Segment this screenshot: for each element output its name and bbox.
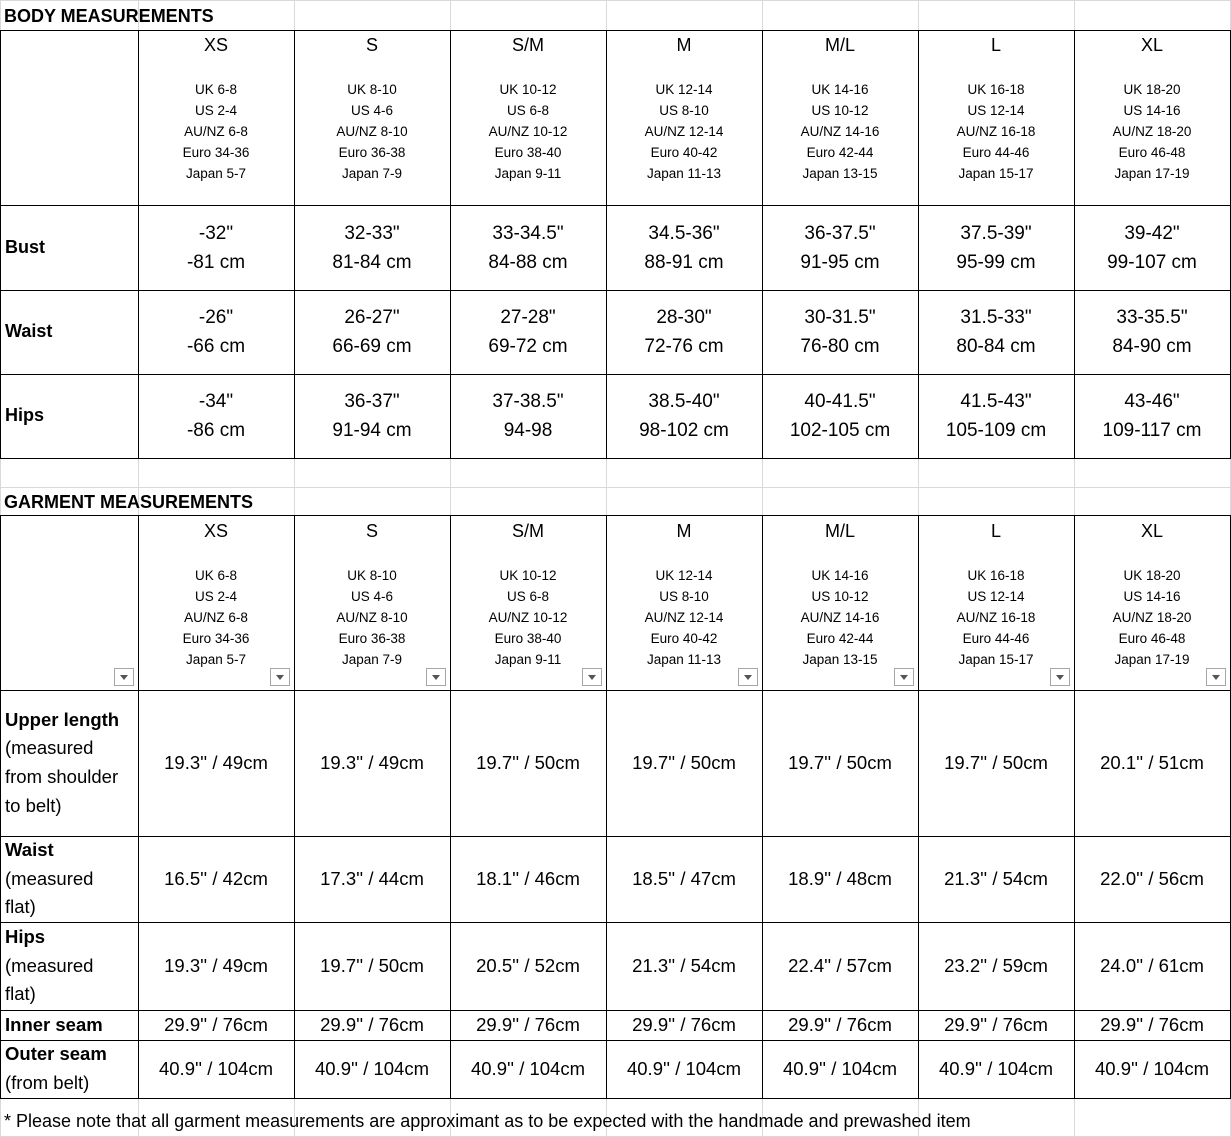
garment-measurement-cell: 20.5'' / 52cm [476, 955, 580, 976]
garment-measurement-cell: 19.7'' / 50cm [788, 752, 892, 773]
garment-measurement-cell: 40.9'' / 104cm [938, 1058, 1054, 1079]
table-border-h [0, 374, 1231, 375]
size-header: L [990, 35, 1001, 55]
table-border-h [0, 515, 1231, 516]
size-header: M/L [824, 35, 855, 55]
body-measurement-cell: 34.5-36" 88-91 cm [644, 222, 724, 273]
size-conversion: UK 8-10 US 4-6 AU/NZ 8-10 Euro 36-38 Japan 7-9 [336, 568, 408, 667]
body-measurement-cell: 36-37.5" 91-95 cm [800, 222, 880, 273]
garment-measurement-cell: 23.2'' / 59cm [944, 955, 1048, 976]
body-measurement-cell: 36-37" 91-94 cm [332, 391, 412, 441]
body-measurement-cell: 38.5-40" 98-102 cm [639, 391, 729, 441]
size-header: XL [1140, 521, 1164, 541]
garment-row-label [0, 836, 93, 922]
size-conversion: UK 18-20 US 14-16 AU/NZ 18-20 Euro 46-48 Japan 17-19 [1112, 82, 1192, 181]
garment-row-title: Upper length [5, 708, 120, 730]
garment-measurement-cell: 29.9'' / 76cm [164, 1014, 268, 1035]
garment-measurement-cell: 19.7'' / 50cm [476, 752, 580, 773]
dropdown-arrow-icon[interactable] [114, 668, 134, 686]
dropdown-arrow-icon[interactable] [426, 668, 446, 686]
garment-measurement-cell: 19.3'' / 49cm [164, 955, 268, 976]
garment-section-title: GARMENT MEASUREMENTS [4, 492, 254, 512]
garment-row-sublabel: (measured flat) [5, 954, 94, 1005]
garment-measurement-cell: 20.1'' / 51cm [1100, 752, 1204, 773]
garment-measurement-cell: 29.9'' / 76cm [320, 1014, 424, 1035]
garment-measurement-cell: 40.9'' / 104cm [626, 1058, 742, 1079]
body-measurement-cell: 41.5-43" 105-109 cm [945, 391, 1047, 441]
body-measurement-cell: 40-41.5" 102-105 cm [789, 391, 891, 441]
size-header: M/L [824, 521, 855, 541]
size-conversion: UK 12-14 US 8-10 AU/NZ 12-14 Euro 40-42 Japan 11-13 [644, 82, 724, 181]
garment-measurement-cell: 17.3'' / 44cm [320, 868, 424, 889]
garment-row-title: Inner seam [5, 1013, 103, 1035]
gridline-h [0, 0, 1231, 1]
table-border-h [0, 922, 1231, 923]
garment-row-label [0, 1040, 107, 1097]
size-conversion: UK 16-18 US 12-14 AU/NZ 16-18 Euro 44-46 Japan 15-17 [956, 568, 1036, 667]
dropdown-arrow-icon[interactable] [270, 668, 290, 686]
body-measurement-cell: 39-42" 99-107 cm [1107, 222, 1197, 273]
garment-measurement-cell: 19.3'' / 49cm [164, 752, 268, 773]
garment-measurement-cell: 40.9'' / 104cm [158, 1058, 274, 1079]
garment-measurement-cell: 22.4'' / 57cm [788, 955, 892, 976]
size-header: XL [1140, 35, 1164, 55]
size-header: XS [203, 35, 228, 55]
gridline-h [0, 487, 1231, 488]
size-header: S/M [511, 521, 544, 541]
garment-measurement-cell: 18.9'' / 48cm [788, 868, 892, 889]
body-row-label: Hips [5, 405, 45, 425]
garment-measurement-cell: 19.7'' / 50cm [320, 955, 424, 976]
body-measurement-cell: -26" -66 cm [186, 307, 246, 357]
table-border-h [0, 836, 1231, 837]
size-conversion: UK 14-16 US 10-12 AU/NZ 14-16 Euro 42-44 Japan 13-15 [800, 568, 880, 667]
garment-measurement-cell: 19.7'' / 50cm [632, 752, 736, 773]
size-conversion: UK 18-20 US 14-16 AU/NZ 18-20 Euro 46-48 Japan 17-19 [1112, 568, 1192, 667]
garment-measurement-cell: 24.0'' / 61cm [1100, 955, 1204, 976]
size-conversion: UK 16-18 US 12-14 AU/NZ 16-18 Euro 44-46 Japan 15-17 [956, 82, 1036, 181]
table-border-h [0, 205, 1231, 206]
size-header: S [365, 521, 378, 541]
body-row-label: Bust [5, 236, 45, 257]
garment-row-title: Hips [5, 925, 46, 947]
body-measurement-cell: -34" -86 cm [186, 391, 246, 441]
size-conversion: UK 6-8 US 2-4 AU/NZ 6-8 Euro 34-36 Japan 5-7 [182, 568, 250, 667]
size-conversion: UK 8-10 US 4-6 AU/NZ 8-10 Euro 36-38 Japan 7-9 [336, 82, 408, 181]
garment-measurement-cell: 29.9'' / 76cm [1100, 1014, 1204, 1035]
garment-measurement-cell: 29.9'' / 76cm [944, 1014, 1048, 1035]
table-border-h [0, 1040, 1231, 1041]
garment-row-label [0, 706, 119, 821]
size-conversion: UK 12-14 US 8-10 AU/NZ 12-14 Euro 40-42 Japan 11-13 [644, 568, 724, 667]
table-border-h [0, 1010, 1231, 1011]
garment-measurement-cell: 40.9'' / 104cm [782, 1058, 898, 1079]
body-row-label: Waist [5, 321, 53, 341]
garment-row-sublabel: (measured from shoulder to belt) [5, 737, 119, 816]
table-border-h [0, 30, 1231, 31]
body-section-title: BODY MEASUREMENTS [4, 6, 214, 26]
body-measurement-cell: 37.5-39" 95-99 cm [956, 222, 1036, 273]
garment-measurement-cell: 29.9'' / 76cm [788, 1014, 892, 1035]
body-measurement-cell: 43-46" 109-117 cm [1102, 391, 1202, 441]
body-measurement-cell: 33-34.5" 84-88 cm [488, 222, 568, 273]
size-conversion: UK 6-8 US 2-4 AU/NZ 6-8 Euro 34-36 Japan 5-7 [182, 82, 250, 181]
dropdown-arrow-icon[interactable] [1050, 668, 1070, 686]
body-measurement-cell: 30-31.5" 76-80 cm [800, 307, 880, 357]
table-border-h [0, 290, 1231, 291]
garment-row-label [0, 1011, 103, 1040]
garment-measurement-cell: 40.9'' / 104cm [314, 1058, 430, 1079]
size-header: S [365, 35, 378, 55]
garment-measurement-cell: 18.1'' / 46cm [476, 868, 580, 889]
size-header: M [676, 521, 692, 541]
size-header: M [676, 35, 692, 55]
size-conversion: UK 14-16 US 10-12 AU/NZ 14-16 Euro 42-44 Japan 13-15 [800, 82, 880, 181]
table-border-h [0, 458, 1231, 459]
garment-measurement-cell: 18.5'' / 47cm [632, 868, 736, 889]
garment-measurement-cell: 16.5'' / 42cm [164, 868, 268, 889]
body-measurement-cell: 33-35.5" 84-90 cm [1112, 307, 1192, 357]
size-conversion: UK 10-12 US 6-8 AU/NZ 10-12 Euro 38-40 Japan 9-11 [488, 82, 568, 181]
garment-measurement-cell: 19.3'' / 49cm [320, 752, 424, 773]
garment-measurement-cell: 21.3'' / 54cm [944, 868, 1048, 889]
garment-measurement-cell: 40.9'' / 104cm [1094, 1058, 1210, 1079]
dropdown-arrow-icon[interactable] [582, 668, 602, 686]
body-measurement-cell: -32" -81 cm [186, 222, 246, 273]
dropdown-arrow-icon[interactable] [894, 668, 914, 686]
garment-row-sublabel: (from belt) [5, 1072, 90, 1093]
body-measurement-cell: 32-33" 81-84 cm [332, 222, 412, 273]
footnote: * Please note that all garment measurements are approximant as to be expected with the handmade and prewashed item [4, 1111, 971, 1131]
body-measurement-cell: 37-38.5" 94-98 [492, 391, 564, 441]
dropdown-arrow-icon[interactable] [738, 668, 758, 686]
garment-row-label [0, 923, 93, 1009]
garment-measurement-cell: 19.7'' / 50cm [944, 752, 1048, 773]
garment-measurement-cell: 21.3'' / 54cm [632, 955, 736, 976]
garment-row-title: Waist [5, 838, 54, 860]
size-header: L [990, 521, 1001, 541]
size-conversion: UK 10-12 US 6-8 AU/NZ 10-12 Euro 38-40 Japan 9-11 [488, 568, 568, 667]
body-measurement-cell: 27-28" 69-72 cm [488, 307, 568, 357]
size-header: XS [203, 521, 228, 541]
garment-row-sublabel: (measured flat) [5, 867, 94, 918]
garment-measurement-cell: 22.0'' / 56cm [1100, 868, 1204, 889]
size-header: S/M [511, 35, 544, 55]
garment-measurement-cell: 29.9'' / 76cm [476, 1014, 580, 1035]
table-border-h [0, 1098, 1231, 1099]
body-measurement-cell: 28-30" 72-76 cm [644, 307, 724, 357]
body-measurement-cell: 31.5-33" 80-84 cm [956, 307, 1036, 357]
garment-measurement-cell: 29.9'' / 76cm [632, 1014, 736, 1035]
garment-row-title: Outer seam [5, 1043, 107, 1065]
body-measurement-cell: 26-27" 66-69 cm [332, 307, 412, 357]
table-border-h [0, 690, 1231, 691]
dropdown-arrow-icon[interactable] [1206, 668, 1226, 686]
garment-measurement-cell: 40.9'' / 104cm [470, 1058, 586, 1079]
